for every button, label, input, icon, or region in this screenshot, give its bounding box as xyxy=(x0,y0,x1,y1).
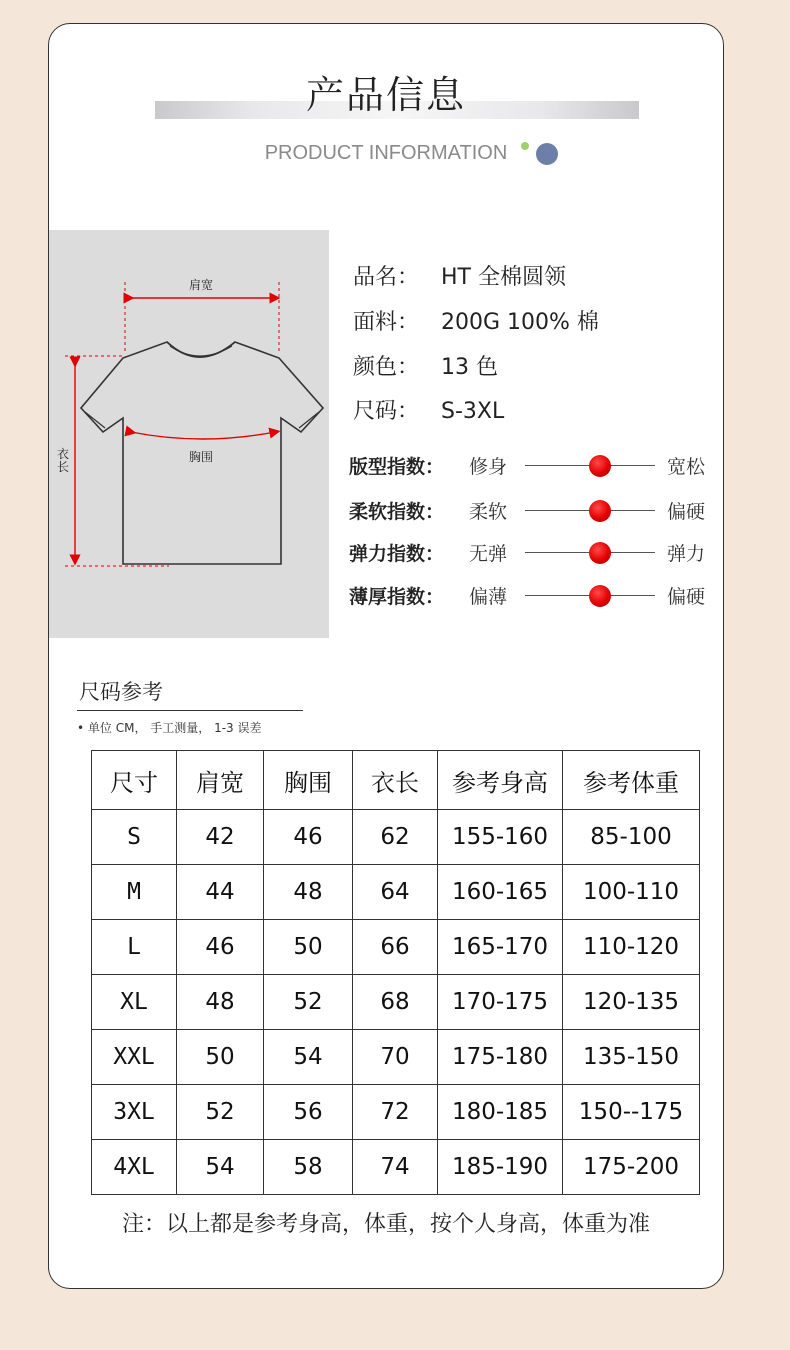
index-name: 版型指数： xyxy=(349,456,445,478)
table-row xyxy=(92,920,700,975)
table-cell: 135-150 xyxy=(563,1030,700,1085)
elasticity-index-row xyxy=(349,537,719,567)
header-cell: 参考身高 xyxy=(438,751,563,810)
table-cell: 46 xyxy=(177,920,264,975)
index-right-label: 宽松 xyxy=(667,456,706,478)
shirt-measurement-diagram xyxy=(49,230,329,638)
index-knob-icon xyxy=(589,585,611,607)
table-row xyxy=(92,865,700,920)
index-knob-icon xyxy=(589,500,611,522)
product-info-card xyxy=(48,23,724,1289)
chest-label: 胸围 xyxy=(189,450,214,464)
table-cell: 110-120 xyxy=(563,920,700,975)
table-row xyxy=(92,1140,700,1195)
index-name: 薄厚指数： xyxy=(349,586,445,608)
table-cell: 160-165 xyxy=(438,865,563,920)
index-knob-icon xyxy=(589,542,611,564)
table-row xyxy=(92,1085,700,1140)
index-name: 弹力指数： xyxy=(349,543,445,565)
table-cell: 72 xyxy=(353,1085,438,1140)
table-cell: 50 xyxy=(264,920,353,975)
table-cell: 120-135 xyxy=(563,975,700,1030)
table-cell: 54 xyxy=(177,1140,264,1195)
table-cell: 170-175 xyxy=(438,975,563,1030)
table-cell: 42 xyxy=(177,810,264,865)
table-cell: 68 xyxy=(353,975,438,1030)
table-cell: 46 xyxy=(264,810,353,865)
spec-value: S-3XL xyxy=(441,399,505,424)
size-reference-title: 尺码参考 xyxy=(79,680,163,704)
thickness-index-row xyxy=(349,580,719,610)
index-left-label: 修身 xyxy=(469,456,508,478)
table-cell: M xyxy=(92,865,177,920)
table-cell: 100-110 xyxy=(563,865,700,920)
page-subtitle: PRODUCT INFORMATION xyxy=(264,142,508,164)
table-cell: 85-100 xyxy=(563,810,700,865)
green-dot-icon xyxy=(521,142,529,150)
spec-row-color xyxy=(353,350,498,381)
spec-key: 面料： xyxy=(353,310,420,335)
index-right-label: 弹力 xyxy=(667,543,706,565)
header-cell: 尺寸 xyxy=(92,751,177,810)
spec-key: 品名： xyxy=(353,265,420,290)
table-cell: 50 xyxy=(177,1030,264,1085)
table-cell: 70 xyxy=(353,1030,438,1085)
table-cell: 66 xyxy=(353,920,438,975)
table-cell: XXL xyxy=(92,1030,177,1085)
table-cell: 150--175 xyxy=(563,1085,700,1140)
spec-key: 颜色： xyxy=(353,355,420,380)
size-title-underline xyxy=(77,710,303,711)
index-knob-icon xyxy=(589,455,611,477)
table-cell: 52 xyxy=(177,1085,264,1140)
table-cell: 64 xyxy=(353,865,438,920)
table-cell: 3XL xyxy=(92,1085,177,1140)
table-cell: 185-190 xyxy=(438,1140,563,1195)
table-cell: 4XL xyxy=(92,1140,177,1195)
table-header-row xyxy=(92,751,700,810)
table-cell: 52 xyxy=(264,975,353,1030)
blue-dot-icon xyxy=(536,143,558,165)
spec-key: 尺码： xyxy=(353,399,420,424)
index-left-label: 无弹 xyxy=(469,543,508,565)
spec-row-name xyxy=(353,260,566,291)
header-cell: 胸围 xyxy=(264,751,353,810)
footer-note: 注：以上都是参考身高，体重，按个人身高，体重为准 xyxy=(121,1212,650,1237)
table-cell: 165-170 xyxy=(438,920,563,975)
table-cell: 62 xyxy=(353,810,438,865)
table-cell: 180-185 xyxy=(438,1085,563,1140)
length-label: 衣长 xyxy=(57,447,70,474)
table-cell: 44 xyxy=(177,865,264,920)
table-cell: 58 xyxy=(264,1140,353,1195)
table-cell: 48 xyxy=(264,865,353,920)
table-cell: XL xyxy=(92,975,177,1030)
spec-value: HT 全棉圆领 xyxy=(441,265,566,290)
table-cell: S xyxy=(92,810,177,865)
index-right-label: 偏硬 xyxy=(667,586,706,608)
header-cell: 参考体重 xyxy=(563,751,700,810)
unit-note: • 单位 CM， 手工测量， 1-3 误差 xyxy=(77,721,262,735)
table-cell: 175-200 xyxy=(563,1140,700,1195)
header-cell: 肩宽 xyxy=(177,751,264,810)
shoulder-width-label: 肩宽 xyxy=(189,278,214,292)
table-cell: 175-180 xyxy=(438,1030,563,1085)
table-cell: 74 xyxy=(353,1140,438,1195)
table-row xyxy=(92,1030,700,1085)
index-name: 柔软指数： xyxy=(349,501,445,523)
table-cell: 56 xyxy=(264,1085,353,1140)
index-left-label: 偏薄 xyxy=(469,586,508,608)
table-row xyxy=(92,975,700,1030)
page-title: 产品信息 xyxy=(305,73,466,117)
spec-row-size xyxy=(353,394,504,425)
index-left-label: 柔软 xyxy=(469,501,508,523)
fit-index-row xyxy=(349,450,719,480)
spec-value: 200G 100% 棉 xyxy=(441,310,599,335)
spec-value: 13 色 xyxy=(441,355,498,380)
table-row xyxy=(92,810,700,865)
header-cell: 衣长 xyxy=(353,751,438,810)
table-cell: 54 xyxy=(264,1030,353,1085)
table-cell: 155-160 xyxy=(438,810,563,865)
size-table xyxy=(91,750,693,1195)
index-right-label: 偏硬 xyxy=(667,501,706,523)
table-cell: L xyxy=(92,920,177,975)
spec-row-fabric xyxy=(353,305,599,336)
softness-index-row xyxy=(349,495,719,525)
table-cell: 48 xyxy=(177,975,264,1030)
